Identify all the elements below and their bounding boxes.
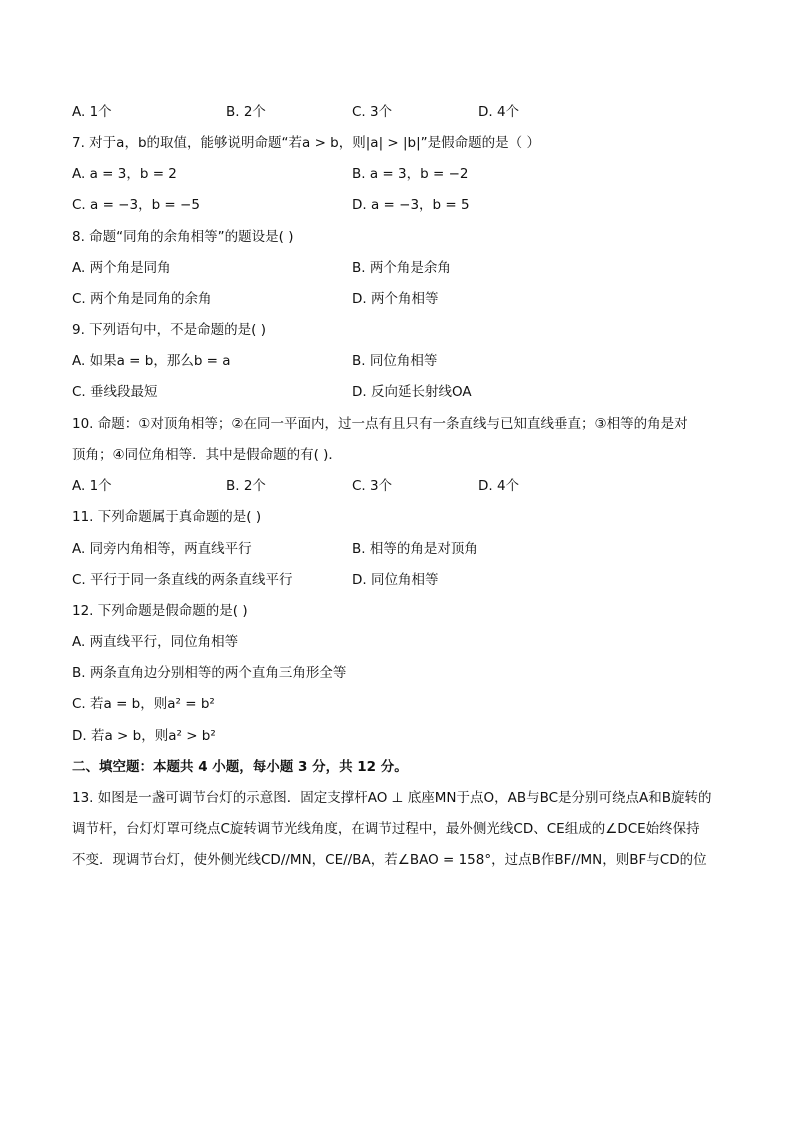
- q6-option-d: D. 4个: [478, 104, 520, 120]
- q11-option-c: C. 平行于同一条直线的两条直线平行: [72, 572, 293, 588]
- q11-option-d: D. 同位角相等: [352, 572, 439, 588]
- q6-option-c: C. 3个: [352, 104, 393, 120]
- q10-option-d: D. 4个: [478, 478, 520, 494]
- q10-option-b: B. 2个: [226, 478, 266, 494]
- q7-option-b: B. a = 3，b = −2: [352, 166, 469, 182]
- q13-line1: 13. 如图是一盏可调节台灯的示意图．固定支撑杆AO ⊥ 底座MN于点O，AB与BC是分别可绕点A和B旋转的: [72, 790, 712, 806]
- q6-option-b: B. 2个: [226, 104, 266, 120]
- q8-stem: 8. 命题“同角的余角相等”的题设是( ): [72, 229, 294, 245]
- q9-option-a: A. 如果a = b，那么b = a: [72, 353, 231, 369]
- q13-line2: 调节杆，台灯灯罩可绕点C旋转调节光线角度，在调节过程中，最外侧光线CD、CE组成的∠DCE始终保持: [72, 821, 700, 837]
- section-heading-fill-in: 二、填空题：本题共 4 小题，每小题 3 分，共 12 分。: [72, 759, 408, 775]
- q11-option-b: B. 相等的角是对顶角: [352, 541, 478, 557]
- q9-option-b: B. 同位角相等: [352, 353, 438, 369]
- q7-stem: 7. 对于a，b的取值，能够说明命题“若a > b，则|a| > |b|”是假命题的是（ ）: [72, 135, 540, 151]
- q9-option-c: C. 垂线段最短: [72, 384, 158, 400]
- q6-option-a: A. 1个: [72, 104, 112, 120]
- q9-option-d: D. 反向延长射线OA: [352, 384, 472, 400]
- q8-option-b: B. 两个角是余角: [352, 260, 451, 276]
- q10-stem-line2: 顶角；④同位角相等．其中是假命题的有( )．: [72, 447, 342, 463]
- q10-option-a: A. 1个: [72, 478, 112, 494]
- q7-option-c: C. a = −3，b = −5: [72, 197, 200, 213]
- q10-option-c: C. 3个: [352, 478, 393, 494]
- q7-option-a: A. a = 3，b = 2: [72, 166, 177, 182]
- q13-line3: 不变．现调节台灯，使外侧光线CD//MN，CE//BA，若∠BAO = 158°，过点B作BF//MN，则BF与CD的位: [72, 852, 707, 868]
- q8-option-c: C. 两个角是同角的余角: [72, 291, 212, 307]
- q11-stem: 11. 下列命题属于真命题的是( ): [72, 509, 262, 525]
- q7-option-d: D. a = −3，b = 5: [352, 197, 470, 213]
- q8-option-a: A. 两个角是同角: [72, 260, 171, 276]
- q8-option-d: D. 两个角相等: [352, 291, 439, 307]
- q10-stem-line1: 10. 命题：①对顶角相等；②在同一平面内，过一点有且只有一条直线与已知直线垂直；③相等的角是对: [72, 416, 688, 432]
- q12-option-a: A. 两直线平行，同位角相等: [72, 634, 239, 650]
- q12-option-c: C. 若a = b，则a² = b²: [72, 696, 215, 712]
- q11-option-a: A. 同旁内角相等，两直线平行: [72, 541, 252, 557]
- q9-stem: 9. 下列语句中，不是命题的是( ): [72, 322, 266, 338]
- q12-option-d: D. 若a > b，则a² > b²: [72, 728, 216, 744]
- q12-option-b: B. 两条直角边分别相等的两个直角三角形全等: [72, 665, 347, 681]
- q12-stem: 12. 下列命题是假命题的是( ): [72, 603, 248, 619]
